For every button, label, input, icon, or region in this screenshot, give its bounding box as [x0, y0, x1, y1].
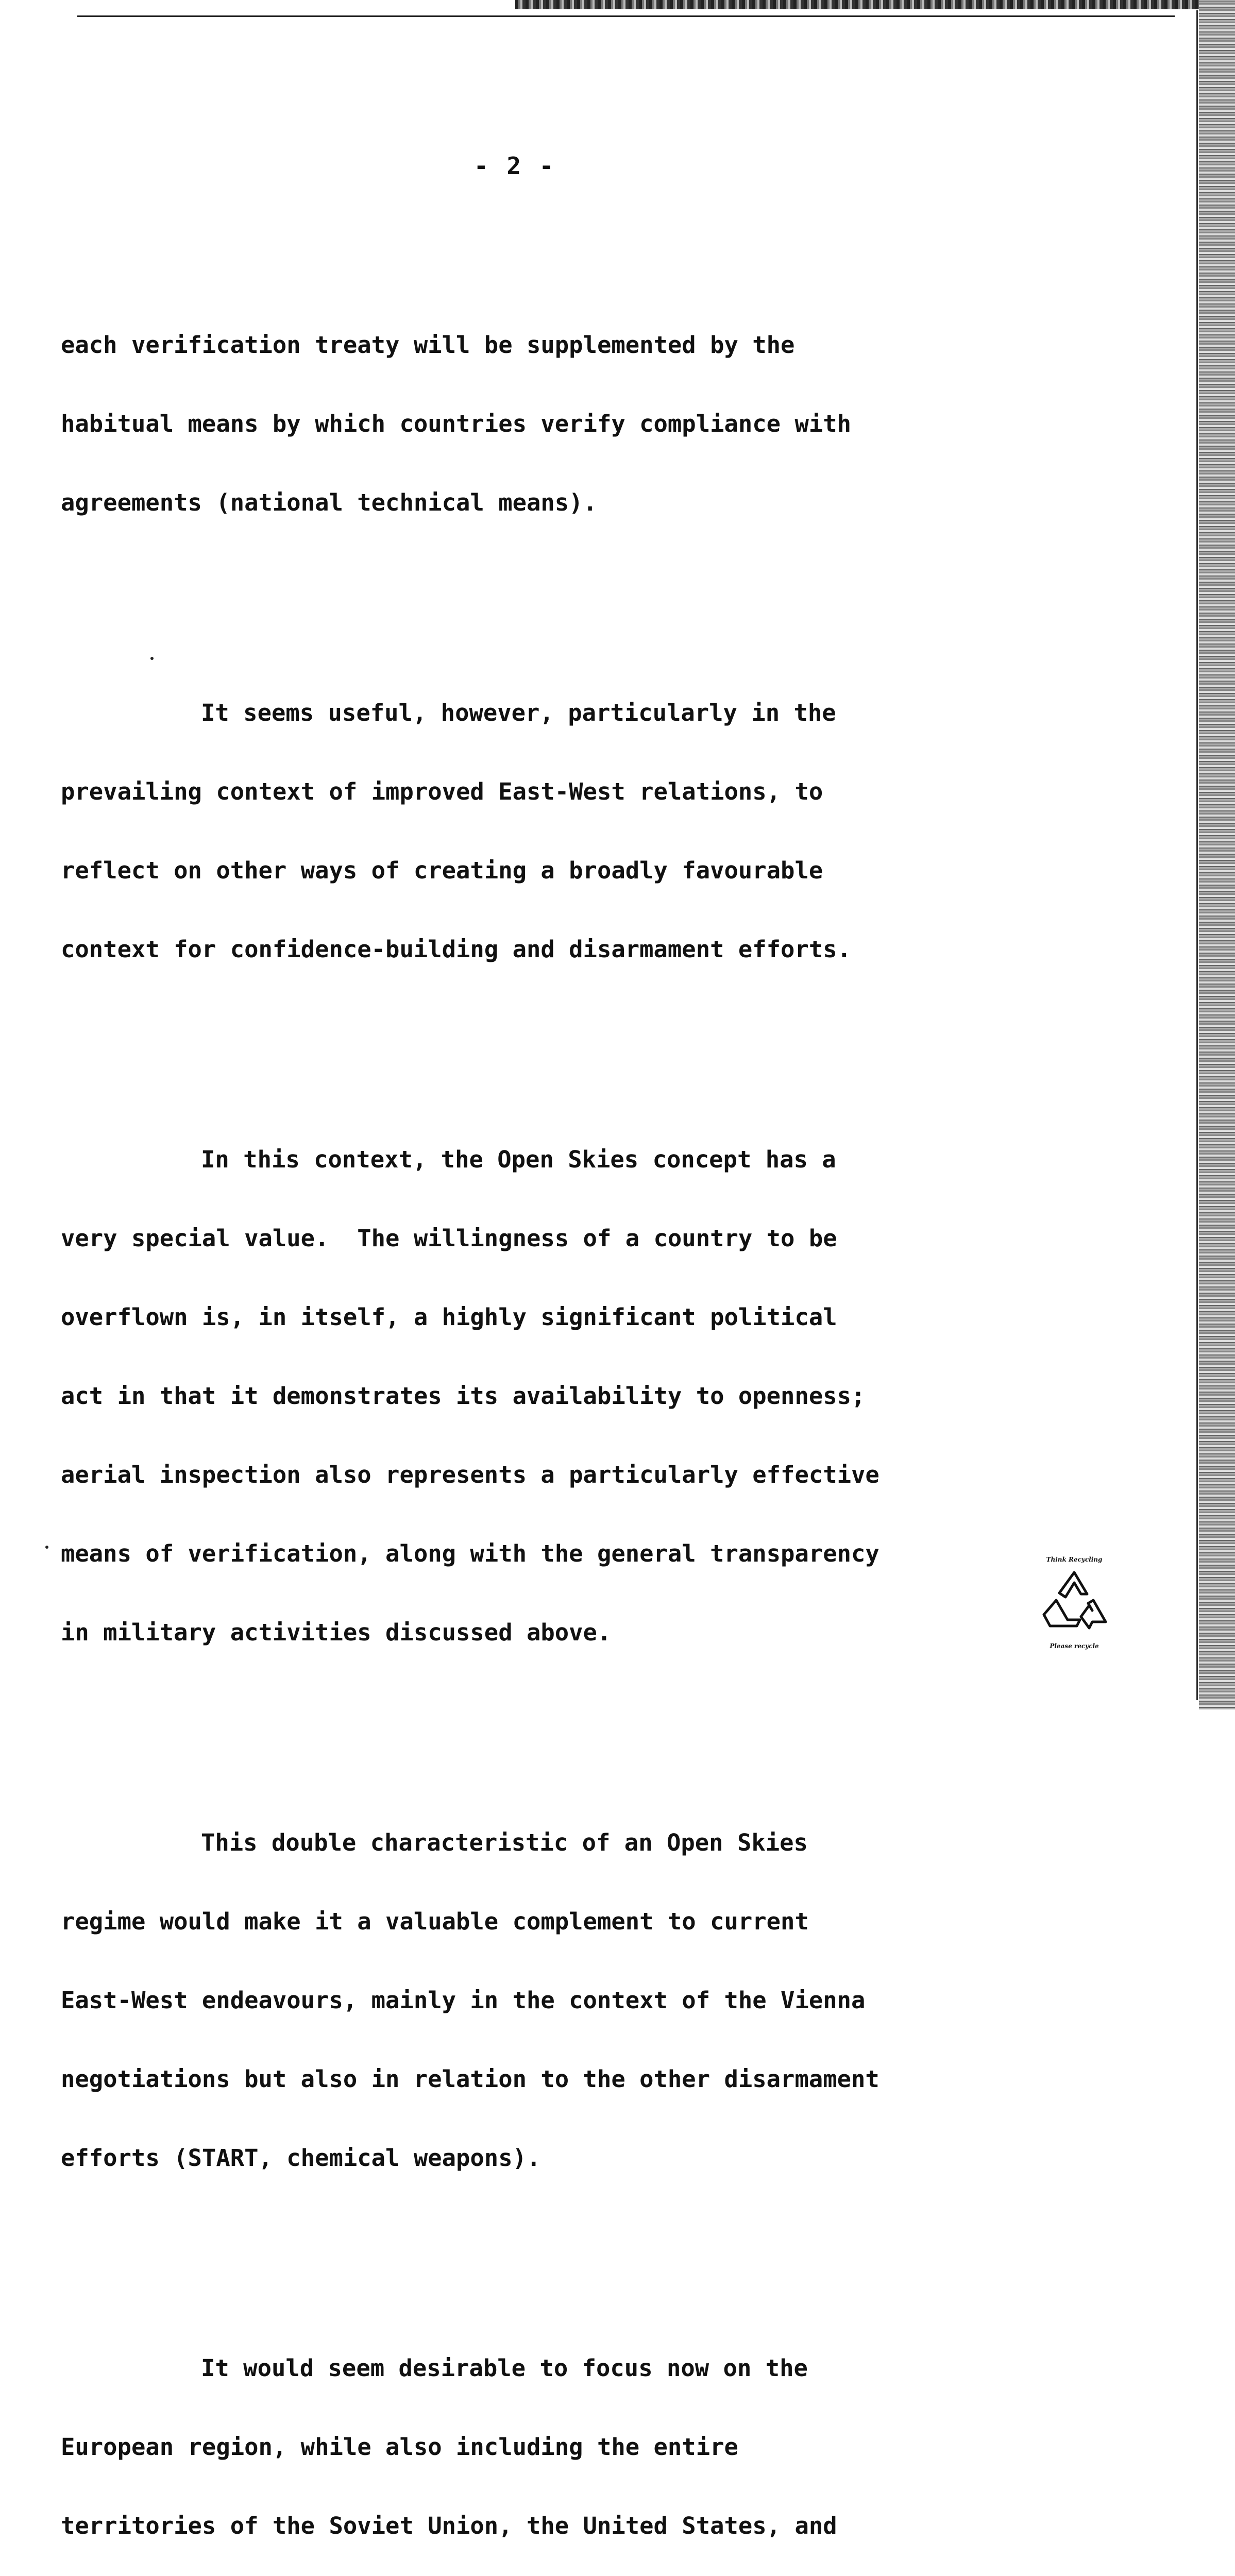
text-line: efforts (START, chemical weapons).	[61, 2144, 541, 2172]
recycle-icon	[1036, 1563, 1113, 1640]
text-line: habitual means by which countries verify compliance with	[61, 410, 852, 437]
text-line: It seems useful, however, particularly in the	[201, 699, 836, 726]
document-body	[61, 227, 988, 2576]
text-line: This double characteristic of an Open Skies	[201, 1829, 808, 1856]
scan-speck	[150, 657, 154, 660]
paragraph-5	[61, 2302, 988, 2576]
page-number: - 2 -	[474, 152, 556, 180]
paragraph-3	[61, 1094, 988, 1698]
text-line: each verification treaty will be supplemented by the	[61, 331, 795, 359]
scan-right-edge	[1199, 0, 1235, 1709]
text-line: in military activities discussed above.	[61, 1619, 612, 1646]
text-line: negotiations but also in relation to the other disarmament	[61, 2065, 879, 2093]
text-line: act in that it demonstrates its availability to openness;	[61, 1382, 866, 1410]
text-line: territories of the Soviet Union, the United States, and	[61, 2512, 837, 2539]
text-line: agreements (national technical means).	[61, 489, 597, 516]
paragraph-1	[61, 279, 988, 568]
scan-top-edge	[515, 0, 1235, 9]
text-line: means of verification, along with the general transparency	[61, 1540, 879, 1567]
text-line: prevailing context of improved East-West relations, to	[61, 778, 823, 805]
recycle-logo	[1030, 1556, 1118, 1674]
text-line: In this context, the Open Skies concept has a	[201, 1146, 836, 1173]
text-line: overflown is, in itself, a highly significant political	[61, 1303, 837, 1331]
text-line: East-West endeavours, mainly in the context of the Vienna	[61, 1987, 866, 2014]
text-line: regime would make it a valuable complement to current	[61, 1908, 809, 1935]
recycle-caption-bottom: Please recycle	[1050, 1642, 1099, 1650]
recycle-caption-top: Think Recycling	[1046, 1556, 1103, 1563]
scan-top-rule	[77, 15, 1175, 17]
text-line: very special value. The willingness of a country to be	[61, 1225, 837, 1252]
text-line: context for confidence-building and disarmament efforts.	[61, 936, 852, 963]
paragraph-2	[61, 647, 988, 1015]
text-line: reflect on other ways of creating a broadly favourable	[61, 857, 823, 884]
text-line: European region, while also including the entire	[61, 2433, 738, 2461]
paragraph-4	[61, 1777, 988, 2224]
text-line: It would seem desirable to focus now on the	[201, 2354, 808, 2382]
text-line: aerial inspection also represents a particularly effective	[61, 1461, 879, 1488]
scan-right-rule	[1196, 10, 1198, 1700]
scan-speck	[45, 1546, 48, 1549]
